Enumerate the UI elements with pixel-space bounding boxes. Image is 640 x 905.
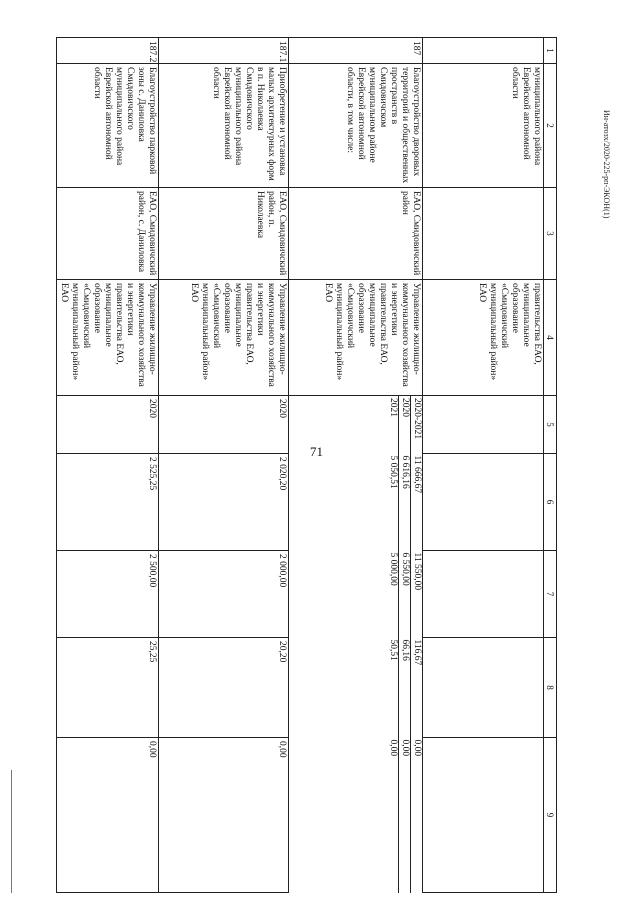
table-row [289, 38, 423, 893]
cell-local [423, 738, 544, 893]
cell-location: ЕАО, Смидовичский район, с. Даниловка [57, 188, 159, 280]
cell-federal [423, 551, 544, 638]
cell-number: 187 [289, 38, 423, 64]
table-row [57, 38, 159, 893]
cell-total: 2 020,20 [159, 454, 289, 551]
cell-number: 187.1 [159, 38, 289, 64]
cell-total [423, 454, 544, 551]
value: 2020 [399, 396, 411, 454]
column-header: 5 [544, 396, 557, 454]
cell-years [423, 396, 544, 454]
cell-executor: Управление жилищно-коммунального хозяйства и энергетики правительства ЕАО, муниципальное образование «Смидовичский муниципальный район» ЕАО [159, 280, 289, 396]
cell-local [289, 738, 423, 893]
value: 11 666,67 [412, 455, 422, 494]
column-header: 6 [544, 454, 557, 551]
cell-federal [289, 551, 423, 638]
cell-years [289, 396, 423, 454]
cell-total [289, 454, 423, 551]
column-header: 1 [544, 38, 557, 64]
cell-name: Благоустройство дворовых территорий и общественных пространств в Смидовичском муниципальном районе Еврейской автономной области, в том числе: [289, 64, 423, 188]
cell-regional [423, 638, 544, 738]
cell-name: Приобретение и установка малых архитектурных форм в п. Николаевка Смидовичского муниципального района Еврейской автономной области [159, 64, 289, 188]
cell-number [423, 38, 544, 64]
value: 6 550,00 [399, 551, 411, 638]
cell-years: 2020 [57, 396, 159, 454]
cell-federal: 2 000,00 [159, 551, 289, 638]
column-header: 7 [544, 551, 557, 638]
cell-executor: Управление жилищно-коммунального хозяйства и энергетики правительства ЕАО, муниципальное образование «Смидовичский муниципальный район» ЕАО [289, 280, 423, 396]
value: 50,51 [387, 638, 399, 738]
cell-federal: 2 500,00 [57, 551, 159, 638]
cell-executor: Управление жилищно-коммунального хозяйства и энергетики правительства ЕАО, муниципальное образование «Смидовичский муниципальный район» ЕАО [57, 280, 159, 396]
value: 11 550,00 [412, 552, 422, 591]
header-row [544, 38, 557, 893]
cell-years: 2020 [159, 396, 289, 454]
value: 116,67 [412, 639, 422, 666]
side-stamp [595, 110, 615, 370]
budget-table-container [59, 37, 557, 892]
table-row [159, 38, 289, 893]
column-header: 4 [544, 280, 557, 396]
value: 0,00 [387, 738, 399, 893]
value: 0,00 [412, 739, 422, 757]
cell-name: Благоустройство парковой зоны с. Даниловка Смидовичского муниципального района Еврейской автономной области [57, 64, 159, 188]
cell-local: 0,00 [159, 738, 289, 893]
value: 5 050,51 [387, 454, 399, 551]
value: 66,16 [399, 638, 411, 738]
cell-number: 187.2 [57, 38, 159, 64]
cell-location: ЕАО, Смидовичский район [289, 188, 423, 280]
column-header: 2 [544, 64, 557, 188]
cell-regional [289, 638, 423, 738]
cell-regional: 20,20 [159, 638, 289, 738]
column-header: 9 [544, 738, 557, 893]
page-number: 71 [310, 444, 323, 459]
value: 0,00 [399, 738, 411, 893]
cell-executor: правительства ЕАО, муниципальное образование «Смидовичский муниципальный район» ЕАО [423, 280, 544, 396]
value: 6 616,16 [399, 454, 411, 551]
side-stamp-text: Ин-атозх/2020-225-рп-ЭКОН(1) [602, 110, 611, 219]
cell-regional: 25,25 [57, 638, 159, 738]
cell-location [423, 188, 544, 280]
cell-location: ЕАО, Смидовичский район, п. Николаевка [159, 188, 289, 280]
margin-line [11, 770, 12, 893]
cell-total: 2 525,25 [57, 454, 159, 551]
cell-local: 0,00 [57, 738, 159, 893]
budget-table [56, 37, 557, 893]
cell-name: муниципального района Еврейской автономной области [423, 64, 544, 188]
value: 2021 [387, 396, 399, 454]
column-header: 8 [544, 638, 557, 738]
value: 2020-2021 [412, 398, 422, 440]
table-row [423, 38, 544, 893]
value: 5 000,00 [387, 551, 399, 638]
column-header: 3 [544, 188, 557, 280]
